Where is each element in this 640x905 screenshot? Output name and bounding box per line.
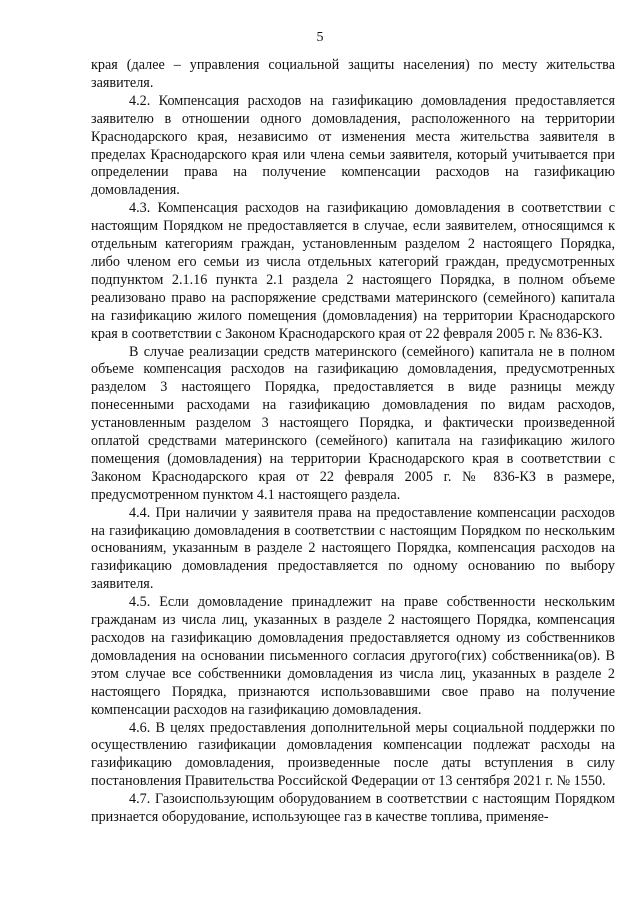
- document-body: [91, 57, 615, 827]
- paragraph-4-7: 4.7. Газоиспользующим оборудованием в соответствии с настоящим Порядком признается оборудование, использующее газ в качестве топлива, применяе-: [91, 791, 615, 826]
- page-number: 5: [316, 30, 324, 45]
- paragraph-4-6: 4.6. В целях предоставления дополнительной меры социальной поддержки по осуществлению газификации домовладения компенсации подлежат расходы на газификацию домовладения, произведенные после даты вступления в силу постановления Правительства Российской Федерации от 13 сентября 2021 г. № 1550.: [91, 719, 615, 790]
- paragraph-4-2: 4.2. Компенсация расходов на газификацию домовладения предоставляется заявителю в отношении одного домовладения, расположенного на территории Краснодарского края, независимо от изменения места жительства заявителя в пределах Краснодарского края или члена семьи заявителя, который учитывается при определении права на получение компенсации расходов на газификацию домовладения.: [91, 92, 615, 199]
- paragraph-continuation: края (далее – управления социальной защиты населения) по месту жительства заявителя.: [91, 57, 615, 91]
- paragraph-4-3: 4.3. Компенсация расходов на газификацию домовладения в соответствии с настоящим Порядком не предоставляется в случае, если заявителем, относящимся к отдельным категориям граждан, установленным разделом 2 настоящего Порядка, либо членом его семьи из числа отдельных категорий граждан, предусмотренных подпунктом 2.1.16 пункта 2.1 раздела 2 настоящего Порядка, в полном объеме реализовано право на распоряжение средствами материнского (семейного) капитала на газификацию жилого помещения (домовладения) на территории Краснодарского края в соответствии с Законом Краснодарского края от 22 февраля 2005 г. № 836-КЗ.: [91, 200, 615, 342]
- paragraph-4-4: 4.4. При наличии у заявителя права на предоставление компенсации расходов на газификацию домовладения в соответствии с настоящим Порядком по нескольким основаниям, указанным в разделе 2 настоящего Порядка, компенсация расходов на газификацию домовладения предоставляется по одному основанию по выбору заявителя.: [91, 504, 615, 593]
- paragraph-4-3-partial-capital: В случае реализации средств материнского (семейного) капитала не в полном объеме компенсация расходов на газификацию домовладения, предусмотренных разделом 3 настоящего Порядка, предоставляется в виде разницы между понесенными расходами на газификацию домовладения по видам расходов, установленным разделом 3 настоящего Порядка, и фактически произведенной оплатой средствами материнского (семейного) капитала на газификацию жилого помещения (домовладения) на территории Краснодарского края в соответствии с Законом Краснодарского края от 22 февраля 2005 г. № 836-КЗ в размере, предусмотренном пунктом 4.1 настоящего раздела.: [91, 343, 615, 503]
- paragraph-4-5: 4.5. Если домовладение принадлежит на праве собственности нескольким гражданам из числа лиц, указанных в разделе 2 настоящего Порядка, компенсация расходов на газификацию домовладения предоставляется одному из собственников домовладения на основании письменного согласия другого(гих) собственника(ов). В этом случае все собственники домовладения из числа лиц, указанных в разделе 2 настоящего Порядка, признаются использовавшими свое право на получение компенсации расходов на газификацию домовладения.: [91, 594, 615, 718]
